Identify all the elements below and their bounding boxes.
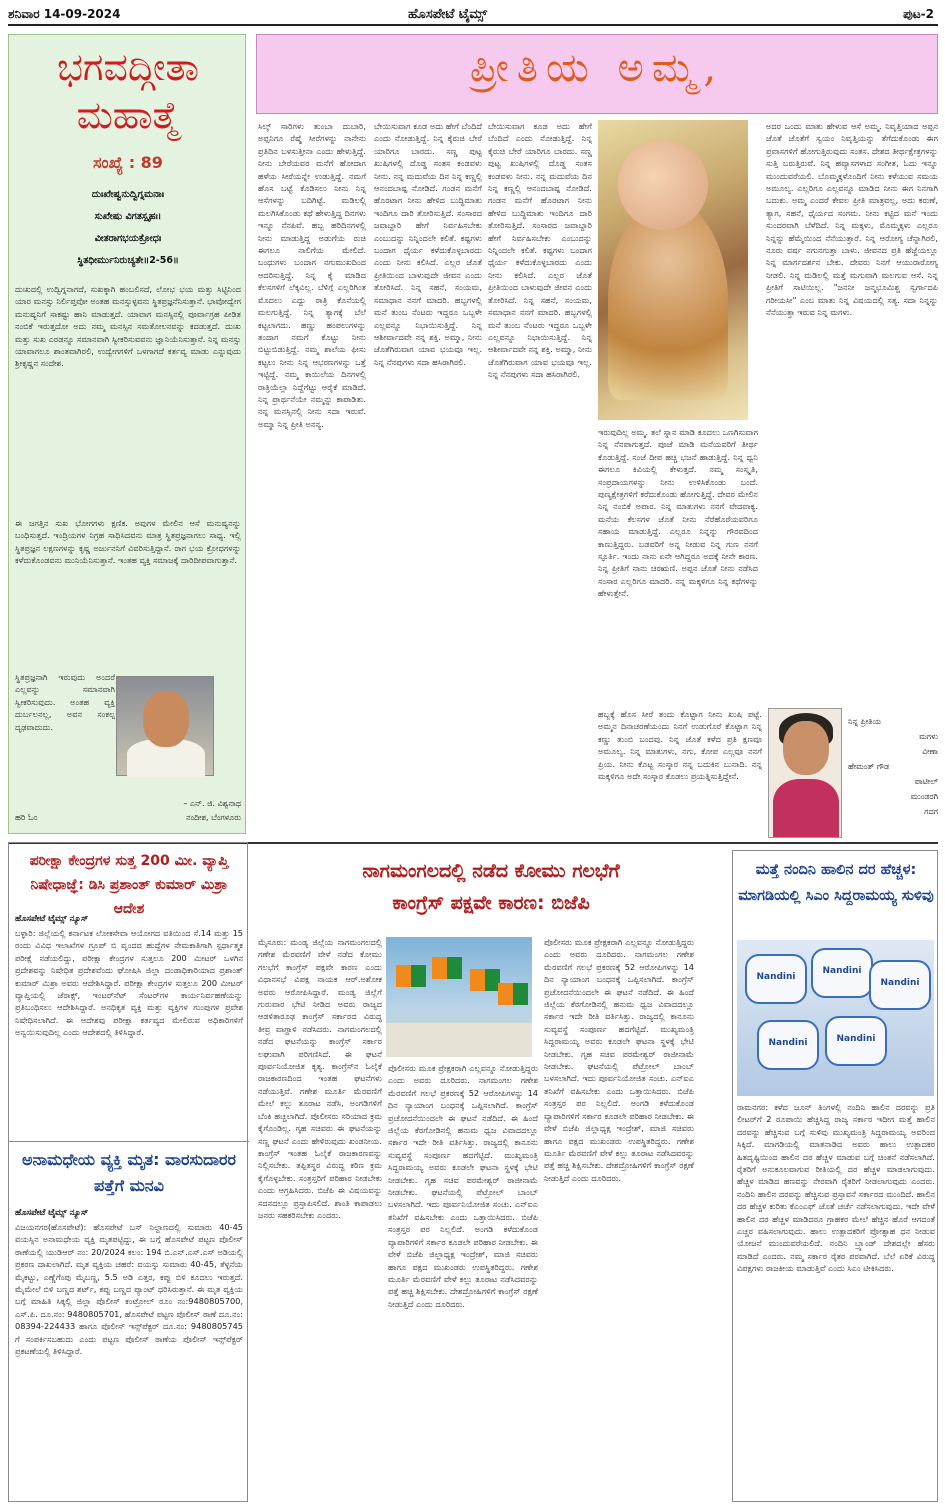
amma-banner bbox=[256, 34, 938, 114]
page-number: ಪುಟ-2 bbox=[903, 7, 934, 21]
nandini-milk-photo: Nandini Nandini Nandini Nandini Nandini bbox=[737, 940, 934, 1096]
amma-column: ಇರುವುದಿಲ್ಲ ಅಮ್ಮ. ತಲೆ ಸ್ನಾನ ಮಾಡಿ ಕೂದಲು ಒಣಗಿಸುವಾಗ ನಿನ್ನ ನೆನಪಾಗುತ್ತದೆ. ಪೂಜೆ ಮಾಡಿ ಮನೆಯವರಿಗೆ ತೀರ್ಥ ಕೊಡುತ್ತಿದ್ದೆ. ಸಂಜೆ ದೀಪ ಹಚ್ಚಿ ಭಜನೆ ಹಾಡುತ್ತಿದ್ದೆ. ನಿನ್ನ ಧ್ವನಿ ಈಗಲೂ ಕಿವಿಯಲ್ಲಿ ಕೇಳುತ್ತದೆ. ನಮ್ಮ ಸಂಸ್ಕೃತಿ, ಸಂಪ್ರದಾಯಗಳನ್ನು ನೀನು ಉಳಿಸಿಕೊಂಡು ಬಂದೆ. ಪುಣ್ಯಕ್ಷೇತ್ರಗಳಿಗೆ ಕರೆದುಕೊಂಡು ಹೋಗುತ್ತಿದ್ದೆ. ದೇವರ ಮೇಲಿನ ನಿನ್ನ ನಂಬಿಕೆ ಅಪಾರ. ನಿನ್ನ ಮಾತುಗಳು ನನಗೆ ವೇದವಾಕ್ಯ. ಮನೆಯ ಕೆಲಸಗಳ ಜೊತೆ ನೀನು ನೆರೆಹೊರೆಯವರಿಗೂ ಸಹಾಯ ಮಾಡುತ್ತಿದ್ದೆ. ಎಲ್ಲರೂ ನಿನ್ನನ್ನು ಗೌರವದಿಂದ ಕಾಣುತ್ತಿದ್ದರು. ಬಡವರಿಗೆ ಅನ್ನ ನೀಡುವ ನಿನ್ನ ಗುಣ ನನಗೆ ಸ್ಫೂರ್ತಿ. ಇಂದು ನಾನು ಏನೇ ಆಗಿದ್ದರೂ ಅದಕ್ಕೆ ನೀನೇ ಕಾರಣ. ನಿನ್ನ ಪ್ರೀತಿಗೆ ನಾನು ಚಿರಋಣಿ. ಅಪ್ಪನ ಜೊತೆ ನೀನು ನಡೆಸಿದ ಸಂಸಾರ ಎಲ್ಲರಿಗೂ ಮಾದರಿ. ನನ್ನ ಮಕ್ಕಳಿಗೂ ನಿನ್ನ ಕಥೆಗಳನ್ನು ಹೇಳುತ್ತೇನೆ. bbox=[598, 427, 758, 599]
amma-title: ಪ್ರೀತಿಯ ಅಮ್ಮ, bbox=[469, 45, 725, 91]
amma-column: ಹಬ್ಬಕ್ಕೆ ಹೊಸ ಸೀರೆ ತಂದು ಕೊಟ್ಟಾಗ ನೀನು ಖುಷಿ ಪಟ್ಟೆ. ಅಮ್ಮನ ದಿನಾಚರಣೆಯಂದು ನಿನಗೆ ಉಡುಗೊರೆ ಕೊಟ್ಟಾಗ ನಿನ್ನ ಕಣ್ಣು ತುಂಬಿ ಬಂದವು. ನಿನ್ನ ಜೊತೆ ಕಳೆದ ಪ್ರತಿ ಕ್ಷಣವೂ ಅಮೂಲ್ಯ. ನಿನ್ನ ಮಾತುಗಳು, ನಗು, ಕೋಪ ಎಲ್ಲವೂ ನನಗೆ ಪ್ರಿಯ. ನೀನು ಕೊಟ್ಟ ಸಂಸ್ಕಾರ ನನ್ನ ಬದುಕಿನ ಬುನಾದಿ. ನನ್ನ ಮಕ್ಕಳಿಗೂ ಅದೇ ಸಂಸ್ಕಾರ ಕೊಡಲು ಪ್ರಯತ್ನಿಸುತ್ತಿದ್ದೇನೆ. bbox=[598, 709, 762, 782]
naga-column: ಮೈಸೂರು: ಮಂಡ್ಯ ಜಿಲ್ಲೆಯ ನಾಗಮಂಗಲದಲ್ಲಿ ಗಣೇಶ ಮೆರವಣಿಗೆ ವೇಳೆ ನಡೆದ ಕೋಮು ಗಲಭೆಗೆ ಕಾಂಗ್ರೆಸ್ ಪಕ್ಷವೇ ಕಾರಣ ಎಂದು ವಿಧಾನಸಭೆ ವಿಪಕ್ಷ ನಾಯಕ ಆರ್.ಅಶೋಕ ಅವರು ಆರೋಪಿಸಿದ್ದಾರೆ. ಮಂಡ್ಯ ಜಿಲ್ಲೆಗೆ ಗುರುವಾರ ಭೇಟಿ ನೀಡಿದ ಅವರು ರಾಜ್ಯದ ಆಡಳಿತಾರೂಢ ಕಾಂಗ್ರೆಸ್ ಸರ್ಕಾರದ ವಿರುದ್ಧ ತೀವ್ರ ವಾಗ್ದಾಳಿ ನಡೆಸಿದರು. ನಾಗಮಂಗಲದಲ್ಲಿ ನಡೆದ ಘಟನೆಯನ್ನು ಕಾಂಗ್ರೆಸ್ ಸರ್ಕಾರ ಲಘುವಾಗಿ ಪರಿಗಣಿಸಿದೆ. ಈ ಘಟನೆ ಪೂರ್ವನಿಯೋಜಿತ ಕೃತ್ಯ. ಕಾಂಗ್ರೆಸ್‌ನ ಓಲೈಕೆ ರಾಜಕಾರಣದಿಂದ ಇಂತಹ ಘಟನೆಗಳು ನಡೆಯುತ್ತಿವೆ. ಗಣೇಶ ಮೂರ್ತಿ ಮೆರವಣಿಗೆ ಮೇಲೆ ಕಲ್ಲು ತೂರಾಟ ನಡೆಸಿ, ಅಂಗಡಿಗಳಿಗೆ ಬೆಂಕಿ ಹಚ್ಚಲಾಗಿದೆ. ಪೊಲೀಸರು ಸರಿಯಾದ ಕ್ರಮ ಕೈಗೊಂಡಿಲ್ಲ. ಗೃಹ ಸಚಿವರು ಈ ಘಟನೆಯನ್ನು ಸಣ್ಣ ಘಟನೆ ಎಂದು ಹೇಳಿರುವುದು ಖಂಡನೀಯ. ಕಾಂಗ್ರೆಸ್ ಇಂತಹ ಓಲೈಕೆ ರಾಜಕಾರಣವನ್ನು ನಿಲ್ಲಿಸಬೇಕು. ತಪ್ಪಿತಸ್ಥರ ವಿರುದ್ಧ ಕಠಿಣ ಕ್ರಮ ಕೈಗೊಳ್ಳಬೇಕು. ಸಂತ್ರಸ್ತರಿಗೆ ಪರಿಹಾರ ನೀಡಬೇಕು ಎಂದು ಆಗ್ರಹಿಸಿದರು. ಬಿಜೆಪಿ ಈ ವಿಷಯವನ್ನು ಸದನದಲ್ಲೂ ಪ್ರಸ್ತಾಪಿಸಲಿದೆ. ಶಾಂತಿ ಕಾಪಾಡಲು ಜನರು ಸಹಕರಿಸಬೇಕು ಎಂದರು. bbox=[258, 937, 382, 1220]
gita-body: ದುಃಖದಲ್ಲಿ ಉದ್ವಿಗ್ನನಾಗದೆ, ಸುಖಕ್ಕಾಗಿ ಹಂಬಲಿಸದೆ, ಲೋಭ ಭಯ ಮತ್ತು ಸಿಟ್ಟಿನಿಂದ ಯಾರ ಮನಸ್ಸು ನಿರ್ಲಿಪ್ತವೋ ಅಂತಹ ಮನಸ್ಸುಳ್ಳವನು ಸ್ಥಿತಪ್ರಜ್ಞನೆನಿಸುತ್ತಾನೆ. ಭಾವೋದ್ವೇಗ ಮನುಷ್ಯನಿಗೆ ಸಾಕಷ್ಟು ಹಾನಿ ಮಾಡುತ್ತದೆ. ಯಾವಾಗ ಮನಸ್ಸಿನಲ್ಲಿ ಪೂರ್ವಾಗ್ರಹ ಪೀಡಿತ ನಂಬಿಕೆ ಇರುತ್ತದೋ ಅದು ನಮ್ಮ ಮನಸ್ಸಿನ ಸಮತೋಲನವನ್ನು ಕದಡುತ್ತದೆ. ದುಃಖ ಮತ್ತು ಸುಖ ಎರಡನ್ನೂ ಸಮಾನವಾಗಿ ಸ್ವೀಕರಿಸುವವನು ಜ್ಞಾನಿಯೆನಿಸುತ್ತಾನೆ. ನಿನ್ನ ಮನಸ್ಸು ಯಾವಾಗಲೂ ಶಾಂತವಾಗಿರಲಿ, ಉದ್ವೇಗಗಳಿಗೆ ಒಳಗಾಗದೆ ಕರ್ತವ್ಯ ಮಾಡು ಎನ್ನುವುದು ಶ್ರೀಕೃಷ್ಣನ ಸಂದೇಶ. bbox=[15, 284, 241, 369]
masthead: ಹೊಸಪೇಟೆ ಟೈಮ್ಸ್ bbox=[408, 7, 488, 22]
nandini-body: ರಾಮನಗರ: ಕಳೆದ ಜೂನ್ ತಿಂಗಳಲ್ಲಿ ನಂದಿನಿ ಹಾಲಿನ ದರವನ್ನು ಪ್ರತಿ ಲೀಟರ್‌ಗೆ 2 ರೂಪಾಯಿ ಹೆಚ್ಚಿಸಿದ್ದ ರಾಜ್ಯ ಸರ್ಕಾರ ಇದೀಗ ಮತ್ತೆ ಹಾಲಿನ ದರವನ್ನು ಹೆಚ್ಚಿಸುವ ಬಗ್ಗೆ ಸುಳಿವು ಮುಖ್ಯಮಂತ್ರಿ ಸಿದ್ದರಾಮಯ್ಯ ಅವರಿಂದ ಸಿಕ್ಕಿದೆ. ಮಾಗಡಿಯಲ್ಲಿ ಮಾತನಾಡಿದ ಅವರು ಹಾಲು ಉತ್ಪಾದಕರ ಹಿತದೃಷ್ಟಿಯಿಂದ ಹಾಲಿನ ದರ ಹೆಚ್ಚಳ ಮಾಡುವ ಬಗ್ಗೆ ಚಿಂತನೆ ನಡೆಸಲಾಗಿದೆ. ರೈತರಿಗೆ ಅನುಕೂಲವಾಗುವ ರೀತಿಯಲ್ಲಿ ದರ ಹೆಚ್ಚಳ ಮಾಡಲಾಗುವುದು. ಹೆಚ್ಚಳ ಮಾಡಿದ ಹಣವನ್ನು ನೇರವಾಗಿ ರೈತರಿಗೆ ನೀಡಲಾಗುವುದು ಎಂದರು. ನಂದಿನಿ ಹಾಲಿನ ದರವನ್ನು ಹೆಚ್ಚಿಸುವ ಪ್ರಸ್ತಾವನೆ ಸರ್ಕಾರದ ಮುಂದಿದೆ. ಹಾಲಿನ ದರ ಹೆಚ್ಚಳ ಕುರಿತು ಕೆಎಂಎಫ್ ಜೊತೆ ಚರ್ಚೆ ನಡೆಸಲಾಗುವುದು. ಇದೇ ವೇಳೆ ಹಾಲಿನ ದರ ಹೆಚ್ಚಳ ಮಾಡಿದರೂ ಗ್ರಾಹಕರ ಮೇಲೆ ಹೆಚ್ಚಿನ ಹೊರೆ ಆಗದಂತೆ ಎಚ್ಚರ ವಹಿಸಲಾಗುವುದು. ಹಾಲು ಉತ್ಪಾದಕರಿಗೆ ಪ್ರೋತ್ಸಾಹ ಧನ ನೀಡುವ ಯೋಜನೆ ಮುಂದುವರೆಯಲಿದೆ. ನಂದಿನಿ ಬ್ರ್ಯಾಂಡ್ ದೇಶದಲ್ಲೇ ಹೆಸರು ಮಾಡಿದೆ ಎಂದರು. ನಮ್ಮ ಸರ್ಕಾರ ರೈತರ ಪರವಾಗಿದೆ. ಬೆಲೆ ಏರಿಕೆ ವಿರುದ್ಧ ವಿಪಕ್ಷಗಳು ರಾಜಕೀಯ ಮಾಡುತ್ತಿವೆ ಎಂದು ಸಿಎಂ ಟೀಕಿಸಿದರು. bbox=[737, 1102, 935, 1274]
naga-column: ಪೊಲೀಸರು ಮೂಕ ಪ್ರೇಕ್ಷಕರಾಗಿ ಎಲ್ಲವನ್ನೂ ನೋಡುತ್ತಿದ್ದರು ಎಂದು ಅವರು ದೂರಿದರು. ನಾಗಮಂಗಲ ಗಣೇಶ ಮೆರವಣಿಗೆ ಗಲಭೆ ಪ್ರಕರಣಕ್ಕೆ 52 ಆರೋಪಿಗಳನ್ನು 14 ದಿನ ನ್ಯಾಯಾಂಗ ಬಂಧನಕ್ಕೆ ಒಪ್ಪಿಸಲಾಗಿದೆ. ಕಾಂಗ್ರೆಸ್ ಪ್ರಚೋದನೆಯಿಂದಲೇ ಈ ಘಟನೆ ನಡೆದಿದೆ. ಈ ಹಿಂದೆ ಜಿಲ್ಲೆಯ ಕೆರಗೋಡಿನಲ್ಲಿ ಹನುಮ ಧ್ವಜ ವಿವಾದದಲ್ಲೂ ಸರ್ಕಾರ ಇದೇ ರೀತಿ ವರ್ತಿಸಿತ್ತು. ರಾಜ್ಯದಲ್ಲಿ ಕಾನೂನು ಸುವ್ಯವಸ್ಥೆ ಸಂಪೂರ್ಣ ಹದಗೆಟ್ಟಿದೆ. ಮುಖ್ಯಮಂತ್ರಿ ಸಿದ್ದರಾಮಯ್ಯ ಅವರು ಕೂಡಲೇ ಘಟನಾ ಸ್ಥಳಕ್ಕೆ ಭೇಟಿ ನೀಡಬೇಕು. ಗೃಹ ಸಚಿವ ಪರಮೇಶ್ವರ್ ರಾಜೀನಾಮೆ ನೀಡಬೇಕು. ಘಟನೆಯಲ್ಲಿ ಪೆಟ್ರೋಲ್ ಬಾಂಬ್ ಬಳಸಲಾಗಿದೆ. ಇದು ಪೂರ್ವನಿಯೋಜಿತ ಸಂಚು. ಎನ್‌ಐಎ ತನಿಖೆಗೆ ವಹಿಸಬೇಕು ಎಂದು ಒತ್ತಾಯಿಸಿದರು. ಬಿಜೆಪಿ ಸಂತ್ರಸ್ತರ ಪರ ನಿಲ್ಲಲಿದೆ. ಅಂಗಡಿ ಕಳೆದುಕೊಂಡ ವ್ಯಾಪಾರಿಗಳಿಗೆ ಸರ್ಕಾರ ಕೂಡಲೇ ಪರಿಹಾರ ನೀಡಬೇಕು. ಈ ವೇಳೆ ಬಿಜೆಪಿ ಜಿಲ್ಲಾಧ್ಯಕ್ಷ ಇಂದ್ರೇಶ್, ಮಾಜಿ ಸಚಿವರು ಹಾಗೂ ಪಕ್ಷದ ಮುಖಂಡರು ಉಪಸ್ಥಿತರಿದ್ದರು. ಗಣೇಶ ಮೂರ್ತಿ ಮೆರವಣಿಗೆ ವೇಳೆ ಕಲ್ಲು ತೂರಾಟ ನಡೆಸಿದವರನ್ನು ಪತ್ತೆ ಹಚ್ಚಿ ಶಿಕ್ಷಿಸಬೇಕು. ದೇಶದ್ರೋಹಿಗಳಿಗೆ ಕಾಂಗ್ರೆಸ್ ರಕ್ಷಣೆ ನೀಡುತ್ತಿದೆ ಎಂದು ದೂರಿದರು. bbox=[544, 937, 694, 1183]
gita-body: ಸ್ಥಿತಪ್ರಜ್ಞನಾಗಿ ಇರುವುದು ಅಂದರೆ ಎಲ್ಲವನ್ನು ಸಮಾನವಾಗಿ ಸ್ವೀಕರಿಸುವುದು. ಅಂತಹ ವ್ಯಕ್ತಿ ದುರ್ಬಲನಲ್ಲ, ಅವನ ಸಂಕಲ್ಪ ದೃಢವಾದುದು. bbox=[15, 672, 115, 732]
unknown-headline: ಅನಾಮಧೇಯ ವ್ಯಕ್ತಿ ಮೃತ: ವಾರಸುದಾರರ ಪತ್ತೆಗೆ ಮನವಿ bbox=[22, 1150, 236, 1195]
exam-headline: ಪರೀಕ್ಷಾ ಕೇಂದ್ರಗಳ ಸುತ್ತ 200 ಮೀ. ವ್ಯಾಪ್ತಿ ನಿಷೇಧಾಜ್ಞೆ: ಡಿಸಿ ಪ್ರಶಾಂತ್ ಕುಮಾರ್ ಮಿಶ್ರಾ ಆದೇಶ bbox=[29, 853, 229, 917]
exam-news bbox=[8, 842, 248, 1502]
amma-column: ಸಿಲ್ಕ್ ಸಾರಿಗಳು ತುಂಬಾ ದುಬಾರಿ, ಅಪ್ಪನಿಗೂ ರೆಷ್ಮೆ ಸೀರೆಗಳನ್ನು ನಾನೇನು ಪ್ರತಿದಿನ ಬಳಸುತ್ತೀನಾ ಎಂದು ಹೇಳುತ್ತಿದ್ದೆ. ನೀನು ಬೇರೆಯವರ ಮನೆಗೆ ಹೋದಾಗ ಹಳೆಯ ಸೀರೆಯನ್ನೇ ಉಡುತ್ತಿದ್ದೆ. ನಮಗೆ ಹೊಸ ಬಟ್ಟೆ ಕೊಡಿಸಲು ನೀನು ನಿನ್ನ ಆಸೆಗಳನ್ನು ಬದಿಗಿಟ್ಟೆ. ಮಡಿಲಲ್ಲಿ ಮಲಗಿಸಿಕೊಂಡು ಕಥೆ ಹೇಳುತ್ತಿದ್ದ ದಿನಗಳು ಇನ್ನೂ ನೆನಪಿವೆ. ಹಬ್ಬ ಹರಿದಿನಗಳಲ್ಲಿ ನೀನು ಮಾಡುತ್ತಿದ್ದ ಅಡುಗೆಯ ರುಚಿ ಈಗಲೂ ನಾಲಿಗೆಯ ಮೇಲಿದೆ. ಬಂಧುಗಳು ಬಂದಾಗ ನಗುಮುಖದಿಂದ ಆದರಿಸುತ್ತಿದ್ದೆ. ನಿನ್ನ ಕೈ ಮಾಡಿದ ಕೆಲಸಗಳಿಗೆ ಲೆಕ್ಕವಿಲ್ಲ. ಬೆಳಿಗ್ಗೆ ಎಲ್ಲರಿಗಿಂತ ಮೊದಲು ಎದ್ದು ರಾತ್ರಿ ಕೊನೆಯಲ್ಲಿ ಮಲಗುತ್ತಿದ್ದೆ. ನಿನ್ನ ತ್ಯಾಗಕ್ಕೆ ಬೆಲೆ ಕಟ್ಟಲಾಗದು. ಹಣ್ಣು ಹಂಪಲುಗಳನ್ನು ತಂದಾಗ ನಮಗೆ ಕೊಟ್ಟು ನೀನು ಬಿಟ್ಟುಬಿಡುತ್ತಿದ್ದೆ. ನಮ್ಮ ಶಾಲೆಯ ಫೀಸು ಕಟ್ಟಲು ನೀನು ನಿನ್ನ ಆಭರಣಗಳನ್ನು ಒತ್ತೆ ಇಟ್ಟಿದ್ದೆ. ನಮ್ಮ ಕಾಯಿಲೆಯ ದಿನಗಳಲ್ಲಿ ರಾತ್ರಿಯೆಲ್ಲಾ ನಿದ್ದೆಗೆಟ್ಟು ಆರೈಕೆ ಮಾಡಿದೆ. ನಿನ್ನ ಪ್ರಾರ್ಥನೆಯೇ ನಮ್ಮನ್ನು ಕಾಪಾಡಿತು. ನನ್ನ ಮನಸ್ಸಿನಲ್ಲಿ ನೀನು ಸದಾ ಇರುವೆ. ಅಮ್ಮಾ ನಿನ್ನ ಪ್ರೀತಿ ಅನನ್ಯ. bbox=[258, 121, 366, 429]
letter-signature: ನಿನ್ನ ಪ್ರೀತಿಯ ಮಗಳು ವೀಣಾ ಹೇಮಂತ್ ಗೌಡ ಪಾಟೀಲ್ ಮುಂಡರಗಿ ಗದಗ bbox=[848, 717, 938, 816]
gita-body: ಈ ಜಗತ್ತಿನ ಸುಖ ಭೋಗಗಳು ಕ್ಷಣಿಕ. ಅವುಗಳ ಮೇಲಿನ ಆಸೆ ಮನುಷ್ಯನನ್ನು ಬಂಧಿಸುತ್ತದೆ. ಇಂದ್ರಿಯಗಳ ನಿಗ್ರಹ ಸಾಧಿಸಿದವನು ಮಾತ್ರ ಸ್ಥಿತಪ್ರಜ್ಞನಾಗಲು ಸಾಧ್ಯ. ಇಲ್ಲಿ ಸ್ಥಿತಪ್ರಜ್ಞನ ಲಕ್ಷಣಗಳನ್ನು ಕೃಷ್ಣ ಅರ್ಜುನನಿಗೆ ವಿವರಿಸುತ್ತಿದ್ದಾನೆ. ರಾಗ ಭಯ ಕ್ರೋಧಗಳನ್ನು ಕಳೆದುಕೊಂಡವನು ಮುನಿಯೆನಿಸುತ್ತಾನೆ. ಇಂತಹ ವ್ಯಕ್ತಿ ಸಮಾಜಕ್ಕೆ ದಾರಿದೀಪವಾಗುತ್ತಾನೆ. bbox=[15, 518, 241, 566]
day-date: ಶನಿವಾರ 14-09-2024 bbox=[8, 7, 121, 21]
amma-column: ಬೇಯಿಸುವಾಗ ಕೂಡ ಅದು ಹೇಗೆ ಬೆಂದಿದೆ ಎಂದು ನೋಡುತ್ತಿದ್ದೆ. ನಿನ್ನ ಕೈರುಚಿ ಬೇರೆ ಯಾರಿಗೂ ಬಾರದು. ಸಣ್ಣ ಪುಟ್ಟ ಖುಷಿಗಳಲ್ಲಿ ದೊಡ್ಡ ಸಂತಸ ಕಂಡವಳು ನೀನು. ನನ್ನ ಮದುವೆಯ ದಿನ ನಿನ್ನ ಕಣ್ಣಲ್ಲಿ ಆನಂದಬಾಷ್ಪ ನೋಡಿದೆ. ಗಂಡನ ಮನೆಗೆ ಹೊರಟಾಗ ನೀನು ಹೇಳಿದ ಬುದ್ಧಿಮಾತು ಇಂದಿಗೂ ದಾರಿ ತೋರಿಸುತ್ತಿದೆ. ಸಂಸಾರದ ಜವಾಬ್ದಾರಿ ಹೇಗೆ ನಿರ್ವಹಿಸಬೇಕು ಎಂಬುದನ್ನು ನಿನ್ನಿಂದಲೇ ಕಲಿತೆ. ಕಷ್ಟಗಳು ಬಂದಾಗ ಧೈರ್ಯ ಕಳೆದುಕೊಳ್ಳಬಾರದು ಎಂದು ನೀನು ಕಲಿಸಿದೆ. ಎಲ್ಲರ ಜೊತೆ ಪ್ರೀತಿಯಿಂದ ಬಾಳುವುದೇ ಜೀವನ ಎಂದು ತೋರಿಸಿದೆ. ನಿನ್ನ ಸಹನೆ, ಸಂಯಮ, ಸಮಾಧಾನ ನನಗೆ ಮಾದರಿ. ಹಬ್ಬಗಳಲ್ಲಿ ಮನೆ ತುಂಬ ನೆಂಟರು ಇದ್ದರೂ ಒಬ್ಬಳೇ ಎಲ್ಲವನ್ನೂ ನಿಭಾಯಿಸುತ್ತಿದ್ದೆ. ನಿನ್ನ ಆಶೀರ್ವಾದವೇ ನನ್ನ ಶಕ್ತಿ. ಅಮ್ಮಾ, ನೀನು ಜೊತೆಗಿರುವಾಗ ಯಾವ ಭಯವೂ ಇಲ್ಲ. ನಿನ್ನ ನೆನಪುಗಳು ಸದಾ ಹಸಿರಾಗಿರಲಿ. bbox=[374, 121, 482, 367]
gita-title: ಭಗವದ್ಗೀತಾ ಮಹಾತ್ಮೆ bbox=[56, 45, 200, 137]
exam-dateline: ಹೊಸಪೇಟೆ ಟೈಮ್ಸ್ ನ್ಯೂಸ್ bbox=[15, 914, 89, 924]
naga-headline: ನಾಗಮಂಗಲದಲ್ಲಿ ನಡೆದ ಕೋಮು ಗಲಭೆಗೆ bbox=[362, 860, 620, 882]
gita-closing: ಹರಿ ಓಂ bbox=[15, 813, 38, 823]
verse-line: ದುಃಖೇಷ್ವನುದ್ವಿಗ್ನಮನಾಃ bbox=[91, 189, 165, 200]
exam-body: ಬಳ್ಳಾರಿ: ಜಿಲ್ಲೆಯಲ್ಲಿ ಕರ್ನಾಟಕ ಲೋಕಸೇವಾ ಆಯೋಗದ ವತಿಯಿಂದ ಸೆ.14 ಮತ್ತು 15 ರಂದು ವಿವಿಧ ಇಲಾಖೆಗಳ ಗ್ರೂಪ್ ಬಿ ವೃಂದದ ಹುದ್ದೆಗಳ ನೇಮಕಾತಿಗಾಗಿ ಸ್ಪರ್ಧಾತ್ಮಕ ಪರೀಕ್ಷೆ ನಡೆಯಲಿದ್ದು, ಪರೀಕ್ಷಾ ಕೇಂದ್ರಗಳ ಸುತ್ತಲೂ 200 ಮೀಟರ್ ಒಳಗಿನ ಪ್ರದೇಶವನ್ನು ನಿಷೇಧಿತ ಪ್ರದೇಶವೆಂದು ಘೋಷಿಸಿ ಜಿಲ್ಲಾ ದಂಡಾಧಿಕಾರಿಯಾದ ಪ್ರಶಾಂತ್ ಕುಮಾರ್ ಮಿಶ್ರಾ ಅವರು ಆದೇಶಿಸಿದ್ದಾರೆ. ಪರೀಕ್ಷಾ ಕೇಂದ್ರಗಳ ಸುತ್ತಲೂ 200 ಮೀಟರ್ ವ್ಯಾಪ್ತಿಯಲ್ಲಿ ಜೆರಾಕ್ಸ್, ಇಂಟರ್‌ನೆಟ್ ಸೆಂಟರ್‌ಗಳ ಕಾರ್ಯನಿರ್ವಹಣೆಯನ್ನು ಪ್ರತಿಬಂಧಿಸಲು ಆದೇಶಿಸಿದ್ದಾರೆ. ಅನಧಿಕೃತ ವ್ಯಕ್ತಿ ಮತ್ತು ವ್ಯಕ್ತಿಗಳ ಗುಂಪುಗಳ ಪ್ರವೇಶ ನಿಷೇಧಿಸಲಾಗಿದೆ. ಈ ಆದೇಶವು ಪರೀಕ್ಷಾ ಕರ್ತವ್ಯದ ಮೇಲಿರುವ ಅಧಿಕಾರಿಗಳಿಗೆ ಅನ್ವಯಿಸುವುದಿಲ್ಲ ಎಂದು ಆದೇಶದಲ್ಲಿ ತಿಳಿಸಿದ್ದಾರೆ. bbox=[15, 928, 243, 1038]
bjp-flags-photo bbox=[386, 937, 532, 1057]
gita-author-place: ನಂದೀಶ, ಬೆಂಗಳೂರು bbox=[186, 813, 241, 822]
gita-number: ಸಂಖ್ಯೆ : 89 bbox=[93, 153, 163, 172]
mother-baby-photo bbox=[598, 120, 748, 420]
nandini-headline: ಮತ್ತೆ ನಂದಿನಿ ಹಾಲಿನ ದರ ಹೆಚ್ಚಳ: ಮಾಗಡಿಯಲ್ಲಿ ಸಿಎಂ ಸಿದ್ದರಾಮಯ್ಯ ಸುಳಿವು bbox=[738, 862, 934, 904]
naga-headline: ಕಾಂಗ್ರೆಸ್ ಪಕ್ಷವೇ ಕಾರಣ: ಬಿಜೆಪಿ bbox=[392, 892, 590, 914]
letter-author-photo bbox=[768, 708, 842, 838]
amma-column: ಅದರ ಒಂದು ಮಾತು ಹೇಳುವ ಆಸೆ ಅಮ್ಮ. ನಿವೃತ್ತಿಯಾದ ಅಪ್ಪನ ಜೊತೆ ಜೊತೆಗೆ ಸ್ವಯಂ ನಿವೃತ್ತಿಯನ್ನು ತೆಗೆದುಕೊಂಡು ಈಗ ಪ್ರವಾಸಗಳಿಗೆ ಹೋಗುತ್ತಿರುವುದು ಸಂತಸ. ದೇಶದ ತೀರ್ಥಕ್ಷೇತ್ರಗಳನ್ನು ಸುತ್ತಿ ಬರುತ್ತಿರುವೆ. ನಿನ್ನ ಹವ್ಯಾಸಗಳಾದ ಸಂಗೀತ, ಓದು ಇನ್ನೂ ಮುಂದುವರೆಯಲಿ. ಬೊಮ್ಮಕ್ಕಳೊಂದಿಗೆ ನೀನು ಕಳೆಯುವ ಸಮಯ ಅಮೂಲ್ಯ. ಎಲ್ಲರಿಗೂ ಎಲ್ಲವನ್ನೂ ಮಾಡಿದ ನೀನು ಈಗ ನಿನಗಾಗಿ ಬದುಕು. ಅಮ್ಮ ಎಂದರೆ ಕೇವಲ ಪ್ರೀತಿ ಮಾತ್ರವಲ್ಲ, ಅದು ಕರುಣೆ, ತ್ಯಾಗ, ಸಹನೆ, ಧೈರ್ಯದ ಸಂಗಮ. ನೀನು ಕಟ್ಟಿದ ಮನೆ ಇಂದು ಸುಂದರವಾಗಿ ಬೆಳೆದಿದೆ. ನಿನ್ನ ಮಕ್ಕಳು, ಮೊಮ್ಮಕ್ಕಳು ಎಲ್ಲರೂ ನಿನ್ನನ್ನು ಹೆಮ್ಮೆಯಿಂದ ನೆನೆಯುತ್ತಾರೆ. ನಿನ್ನ ಆರೋಗ್ಯ ಚೆನ್ನಾಗಿರಲಿ, ನೂರು ವರ್ಷ ನಗುನಗುತ್ತಾ ಬಾಳು. ಜೀವನದ ಪ್ರತಿ ಹೆಜ್ಜೆಯಲ್ಲೂ ನಿನ್ನ ಮಾರ್ಗದರ್ಶನ ಬೇಕು. ದೇವರು ನಿನಗೆ ಆಯುರಾರೋಗ್ಯ ನೀಡಲಿ. ನಿನ್ನ ಮಡಿಲಲ್ಲಿ ಮತ್ತೆ ಮಗುವಾಗಿ ಮಲಗುವ ಆಸೆ. ನಿನ್ನ ಪ್ರೀತಿಗೆ ಸಾಟಿಯಿಲ್ಲ. "ಜನನೀ ಜನ್ಮಭೂಮಿಶ್ಚ ಸ್ವರ್ಗಾದಪಿ ಗರೀಯಸೀ" ಎಂಬ ಮಾತು ನಿನ್ನ ವಿಷಯದಲ್ಲಿ ಸತ್ಯ. ಸದಾ ನಿನ್ನನ್ನು ನೆನೆಯುತ್ತಾ ಇರುವ ನಿನ್ನ ಮಗಳು. bbox=[766, 121, 938, 318]
naga-column: ಪೊಲೀಸರು ಮೂಕ ಪ್ರೇಕ್ಷಕರಾಗಿ ಎಲ್ಲವನ್ನೂ ನೋಡುತ್ತಿದ್ದರು ಎಂದು ಅವರು ದೂರಿದರು. ನಾಗಮಂಗಲ ಗಣೇಶ ಮೆರವಣಿಗೆ ಗಲಭೆ ಪ್ರಕರಣಕ್ಕೆ 52 ಆರೋಪಿಗಳನ್ನು 14 ದಿನ ನ್ಯಾಯಾಂಗ ಬಂಧನಕ್ಕೆ ಒಪ್ಪಿಸಲಾಗಿದೆ. ಕಾಂಗ್ರೆಸ್ ಪ್ರಚೋದನೆಯಿಂದಲೇ ಈ ಘಟನೆ ನಡೆದಿದೆ. ಈ ಹಿಂದೆ ಜಿಲ್ಲೆಯ ಕೆರಗೋಡಿನಲ್ಲಿ ಹನುಮ ಧ್ವಜ ವಿವಾದದಲ್ಲೂ ಸರ್ಕಾರ ಇದೇ ರೀತಿ ವರ್ತಿಸಿತ್ತು. ರಾಜ್ಯದಲ್ಲಿ ಕಾನೂನು ಸುವ್ಯವಸ್ಥೆ ಸಂಪೂರ್ಣ ಹದಗೆಟ್ಟಿದೆ. ಮುಖ್ಯಮಂತ್ರಿ ಸಿದ್ದರಾಮಯ್ಯ ಅವರು ಕೂಡಲೇ ಘಟನಾ ಸ್ಥಳಕ್ಕೆ ಭೇಟಿ ನೀಡಬೇಕು. ಗೃಹ ಸಚಿವ ಪರಮೇಶ್ವರ್ ರಾಜೀನಾಮೆ ನೀಡಬೇಕು. ಘಟನೆಯಲ್ಲಿ ಪೆಟ್ರೋಲ್ ಬಾಂಬ್ ಬಳಸಲಾಗಿದೆ. ಇದು ಪೂರ್ವನಿಯೋಜಿತ ಸಂಚು. ಎನ್‌ಐಎ ತನಿಖೆಗೆ ವಹಿಸಬೇಕು ಎಂದು ಒತ್ತಾಯಿಸಿದರು. ಬಿಜೆಪಿ ಸಂತ್ರಸ್ತರ ಪರ ನಿಲ್ಲಲಿದೆ. ಅಂಗಡಿ ಕಳೆದುಕೊಂಡ ವ್ಯಾಪಾರಿಗಳಿಗೆ ಸರ್ಕಾರ ಕೂಡಲೇ ಪರಿಹಾರ ನೀಡಬೇಕು. ಈ ವೇಳೆ ಬಿಜೆಪಿ ಜಿಲ್ಲಾಧ್ಯಕ್ಷ ಇಂದ್ರೇಶ್, ಮಾಜಿ ಸಚಿವರು ಹಾಗೂ ಪಕ್ಷದ ಮುಖಂಡರು ಉಪಸ್ಥಿತರಿದ್ದರು. ಗಣೇಶ ಮೂರ್ತಿ ಮೆರವಣಿಗೆ ವೇಳೆ ಕಲ್ಲು ತೂರಾಟ ನಡೆಸಿದವರನ್ನು ಪತ್ತೆ ಹಚ್ಚಿ ಶಿಕ್ಷಿಸಬೇಕು. ದೇಶದ್ರೋಹಿಗಳಿಗೆ ಕಾಂಗ್ರೆಸ್ ರಕ್ಷಣೆ ನೀಡುತ್ತಿದೆ ಎಂದು ದೂರಿದರು. bbox=[388, 1063, 538, 1309]
page-header bbox=[8, 4, 938, 26]
gita-author: – ಎನ್. ಜಿ. ವಿಶ್ವನಾಥ bbox=[183, 799, 241, 808]
verse-line: ಸುಖೇಷು ವಿಗತಸ್ಪೃಹಃ। bbox=[94, 211, 162, 222]
amma-column: ಬೇಯಿಸುವಾಗ ಕೂಡ ಅದು ಹೇಗೆ ಬೆಂದಿದೆ ಎಂದು ನೋಡುತ್ತಿದ್ದೆ. ನಿನ್ನ ಕೈರುಚಿ ಬೇರೆ ಯಾರಿಗೂ ಬಾರದು. ಸಣ್ಣ ಪುಟ್ಟ ಖುಷಿಗಳಲ್ಲಿ ದೊಡ್ಡ ಸಂತಸ ಕಂಡವಳು ನೀನು. ನನ್ನ ಮದುವೆಯ ದಿನ ನಿನ್ನ ಕಣ್ಣಲ್ಲಿ ಆನಂದಬಾಷ್ಪ ನೋಡಿದೆ. ಗಂಡನ ಮನೆಗೆ ಹೊರಟಾಗ ನೀನು ಹೇಳಿದ ಬುದ್ಧಿಮಾತು ಇಂದಿಗೂ ದಾರಿ ತೋರಿಸುತ್ತಿದೆ. ಸಂಸಾರದ ಜವಾಬ್ದಾರಿ ಹೇಗೆ ನಿರ್ವಹಿಸಬೇಕು ಎಂಬುದನ್ನು ನಿನ್ನಿಂದಲೇ ಕಲಿತೆ. ಕಷ್ಟಗಳು ಬಂದಾಗ ಧೈರ್ಯ ಕಳೆದುಕೊಳ್ಳಬಾರದು ಎಂದು ನೀನು ಕಲಿಸಿದೆ. ಎಲ್ಲರ ಜೊತೆ ಪ್ರೀತಿಯಿಂದ ಬಾಳುವುದೇ ಜೀವನ ಎಂದು ತೋರಿಸಿದೆ. ನಿನ್ನ ಸಹನೆ, ಸಂಯಮ, ಸಮಾಧಾನ ನನಗೆ ಮಾದರಿ. ಹಬ್ಬಗಳಲ್ಲಿ ಮನೆ ತುಂಬ ನೆಂಟರು ಇದ್ದರೂ ಒಬ್ಬಳೇ ಎಲ್ಲವನ್ನೂ ನಿಭಾಯಿಸುತ್ತಿದ್ದೆ. ನಿನ್ನ ಆಶೀರ್ವಾದವೇ ನನ್ನ ಶಕ್ತಿ. ಅಮ್ಮಾ, ನೀನು ಜೊತೆಗಿರುವಾಗ ಯಾವ ಭಯವೂ ಇಲ್ಲ. ನಿನ್ನ ನೆನಪುಗಳು ಸದಾ ಹಸಿರಾಗಿರಲಿ. bbox=[488, 121, 592, 380]
author-photo bbox=[116, 676, 214, 776]
unknown-body: ವಿಜಯನಗರ(ಹೊಸಪೇಟೆ): ಹೊಸಪೇಟೆ ಬಸ್ ನಿಲ್ದಾಣದಲ್ಲಿ ಸುಮಾರು 40-45 ವಯಸ್ಸಿನ ಅನಾಮಧೇಯ ವ್ಯಕ್ತಿ ಮೃತಪಟ್ಟಿದ್ದು, ಈ ಬಗ್ಗೆ ಹೊಸಪೇಟೆ ಪಟ್ಟಣ ಪೊಲೀಸ್ ಠಾಣೆಯಲ್ಲಿ ಯುಡಿಆರ್ ನಂ: 20/2024 ಕಲಂ: 194 ಬಿ.ಎನ್.ಎಸ್.ಎಸ್ ಅಡಿಯಲ್ಲಿ ಪ್ರಕರಣ ದಾಖಲಾಗಿದೆ. ಮೃತ ವ್ಯಕ್ತಿಯ ಚಹರೆ: ವಯಸ್ಸು ಸುಮಾರು 40-45, ತೆಳ್ಳನೆಯ ಮೈಕಟ್ಟು, ಎಣ್ಣೆಗೆಂಪು ಮೈಬಣ್ಣ, 5.5 ಅಡಿ ಎತ್ತರ, ಕಪ್ಪು ಬಿಳಿ ಕೂದಲು ಇರುತ್ತದೆ. ಮೈಮೇಲೆ ಬಿಳಿ ಬಣ್ಣದ ಶರ್ಟ್, ಕಪ್ಪು ಬಣ್ಣದ ಪ್ಯಾಂಟ್ ಧರಿಸಿರುತ್ತಾನೆ. ಈ ಮೃತ ವ್ಯಕ್ತಿಯ ಬಗ್ಗೆ ಮಾಹಿತಿ ಸಿಕ್ಕಲ್ಲಿ ಜಿಲ್ಲಾ ಪೊಲೀಸ್ ಕಂಟ್ರೋಲ್ ರೂಂ ನಂ:9480805700, ಎಸ್.ಪಿ. ದೂ.ನಂ: 9480805701, ಹೊಸಪೇಟೆ ಪಟ್ಟಣ ಪೊಲೀಸ್ ಠಾಣೆ ದೂ.ನಂ: 08394-224433 ಹಾಗೂ ಪೊಲೀಸ್ ಇನ್ಸ್‌ಪೆಕ್ಟರ್ ದೂ.ನಂ: 9480805745 ಗೆ ಸಂಪರ್ಕಿಸಬಹುದು ಎಂದು ಪಟ್ಟಣ ಪೊಲೀಸ್ ಠಾಣೆಯ ಪೊಲೀಸ್ ಇನ್ಸ್‌ಪೆಕ್ಟರ್ ಪ್ರಕಟಣೆಯಲ್ಲಿ ತಿಳಿಸಿದ್ದಾರೆ. bbox=[15, 1222, 243, 1357]
verse-line: ವೀತರಾಗಭಯಕ್ರೋಧಃ bbox=[94, 233, 162, 244]
unknown-dateline: ಹೊಸಪೇಟೆ ಟೈಮ್ಸ್ ನ್ಯೂಸ್ bbox=[15, 1208, 89, 1218]
verse-line: ಸ್ಥಿತಧೀರ್ಮುನಿರುಚ್ಯತೇ॥2-56॥ bbox=[77, 255, 179, 266]
